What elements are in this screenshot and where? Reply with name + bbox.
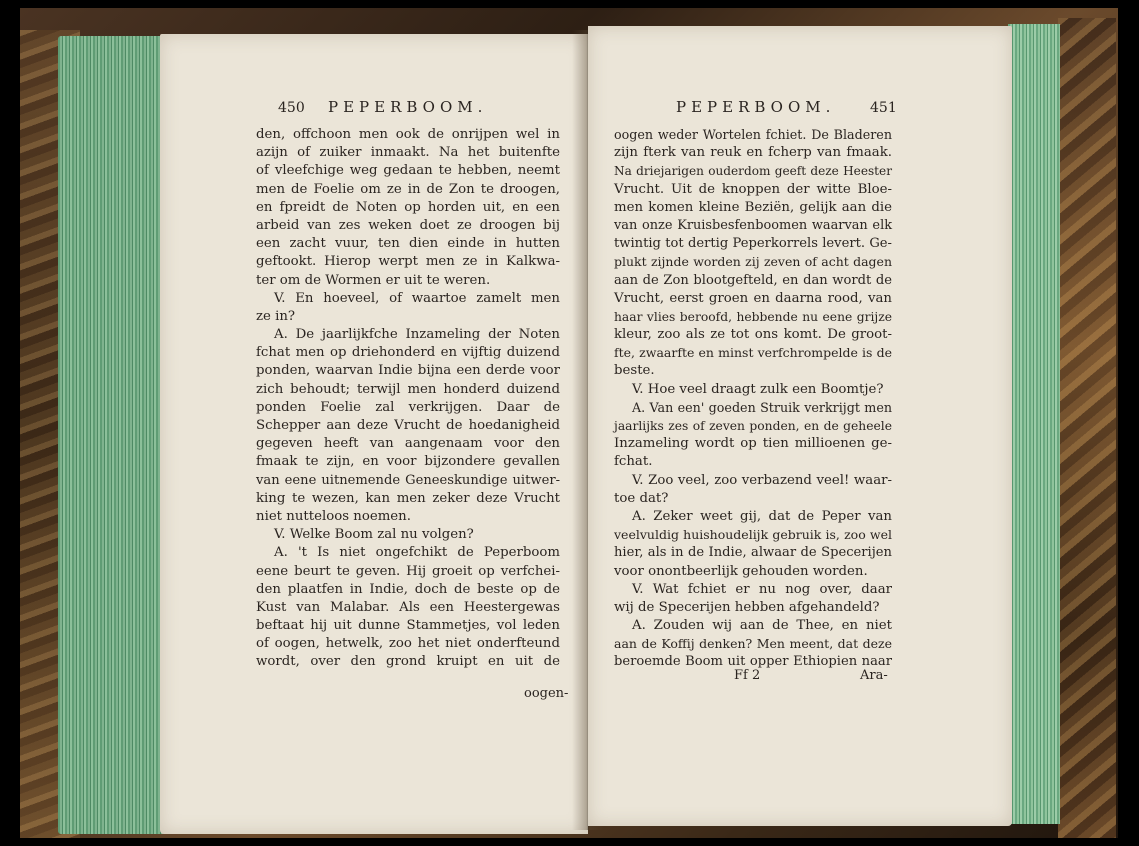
text-line: V. En hoeveel, of waartoe zamelt men — [274, 290, 560, 306]
left-catchword: oogen- — [524, 686, 569, 701]
text-line: ponden Foelie zal verkrijgen. Daar de — [256, 399, 560, 415]
text-line: V. Zoo veel, zoo verbazend veel! waar- — [632, 472, 892, 488]
text-line: fchat. — [614, 454, 653, 470]
text-line: ponden, waarvan Indie bijna een derde voor — [256, 363, 560, 379]
left-page-edges — [58, 36, 170, 834]
text-line: jaarlijks zes of zeven ponden, en de geheele — [614, 419, 892, 433]
left-running-head: PEPERBOOM. — [328, 98, 488, 116]
text-line: Na driejarigen ouderdom geeft deze Heester — [614, 164, 892, 179]
text-line: V. Welke Boom zal nu volgen? — [274, 527, 474, 543]
text-line: gegeven heeft van aangenaam voor den — [256, 436, 560, 452]
text-line: men komen kleine Beziën, gelijk aan die — [614, 199, 892, 215]
text-line: V. Hoe veel draagt zulk een Boomtje? — [632, 381, 884, 397]
text-line: fte, zwaarfte en minst verfchrompelde is de — [614, 345, 892, 361]
right-catchword: Ara- — [860, 668, 888, 683]
text-line: wij de Specerijen hebben afgehandeld? — [614, 599, 880, 615]
text-line: of oogen, hetwelk, zoo het niet onderfteund — [256, 636, 560, 652]
text-line: Vrucht, eerst groen en daarna rood, van — [614, 290, 892, 306]
text-line: A. 't Is niet ongefchikt de Peperboom — [274, 545, 560, 561]
right-page-edges — [1008, 24, 1060, 824]
right-signature-mark: Ff 2 — [734, 668, 761, 683]
text-line: plukt zijnde worden zij zeven of acht dagen — [614, 254, 892, 270]
text-line: toe dat? — [614, 490, 669, 506]
text-line: A. Van een' goeden Struik verkrijgt men — [632, 399, 892, 415]
right-cover-marbled — [1058, 18, 1116, 838]
text-line: niet nutteloos noemen. — [256, 508, 411, 524]
text-line: beftaat hij uit dunne Stammetjes, vol leden — [256, 618, 560, 634]
text-line: Kust van Malabar. Als een Heestergewas — [256, 599, 560, 615]
right-running-head: PEPERBOOM. — [676, 98, 836, 116]
text-line: van eene uitnemende Geneeskundige uitwer- — [256, 472, 560, 488]
left-page — [160, 34, 588, 834]
text-line: A. De jaarlijkfche Inzameling der Noten — [274, 327, 560, 343]
right-page — [588, 26, 1012, 826]
text-line: zijn fterk van reuk en fcherp van fmaak. — [614, 145, 892, 161]
text-line: den, offchoon men ook de onrijpen wel in — [256, 127, 560, 142]
left-page-number: 450 — [278, 100, 305, 116]
text-line: twintig tot dertig Peperkorrels levert. Ge- — [614, 236, 892, 252]
text-line: V. Wat fchiet er nu nog over, daar — [632, 581, 892, 597]
text-line: Schepper aan deze Vrucht de hoedanigheid — [256, 418, 560, 433]
text-line: kleur, zoo als ze tot ons komt. De groot- — [614, 327, 892, 343]
text-line: azijn of zuiker inmaakt. Na het buitenfte — [256, 145, 560, 161]
text-line: voor onontbeerlijk gehouden worden. — [614, 563, 868, 579]
text-line: en fpreidt de Noten op horden uit, en een — [256, 199, 560, 215]
right-body-text — [614, 126, 892, 672]
left-body-text — [256, 126, 560, 672]
text-line: ter om de Wormen er uit te weren. — [256, 272, 491, 288]
text-line: beste. — [614, 363, 655, 379]
text-line: Vrucht. Uit de knoppen der witte Bloe- — [614, 181, 892, 197]
text-line: of vleefchige weg gedaan te hebben, neemt — [256, 163, 560, 179]
text-line: A. Zouden wij aan de Thee, en niet — [632, 618, 892, 634]
text-line: aan de Zon blootgefteld, en dan wordt de — [614, 272, 892, 288]
text-line: van onze Kruisbesfenboomen waarvan elk — [614, 217, 892, 233]
right-page-number: 451 — [870, 100, 897, 116]
text-line: A. Zeker weet gij, dat de Peper van — [632, 508, 892, 524]
text-line: arbeid van zes weken doet ze droogen bij — [256, 217, 560, 233]
text-line: eene beurt te geven. Hij groeit op verfchei- — [256, 563, 560, 579]
text-line: zich behoudt; terwijl men honderd duizend — [256, 381, 560, 397]
text-line: oogen weder Wortelen fchiet. De Bladeren — [614, 127, 892, 142]
text-line: een zacht vuur, ten dien einde in hutten — [256, 236, 560, 252]
text-line: beroemde Boom uit opper Ethiopien naar — [614, 654, 892, 670]
text-line: fchat men op driehonderd en vijftig duizend — [256, 345, 560, 361]
text-line: ze in? — [256, 308, 296, 324]
text-line: den plaatfen in Indie, doch de beste op de — [256, 581, 560, 597]
text-line: wordt, over den grond kruipt en uit de — [256, 654, 560, 670]
text-line: men de Foelie om ze in de Zon te droogen, — [256, 181, 560, 197]
text-line: hier, als in de Indie, alwaar de Specerijen — [614, 545, 892, 561]
text-line: veelvuldig huishoudelijk gebruik is, zoo wel — [614, 527, 892, 543]
text-line: haar vlies beroofd, hebbende nu eene grijze — [614, 309, 892, 324]
text-line: Inzameling wordt op tien millioenen ge- — [614, 436, 892, 452]
text-line: fmaak te zijn, en voor bijzondere gevallen — [256, 454, 560, 470]
text-line: king te wezen, kan men zeker deze Vrucht — [256, 490, 560, 506]
text-line: aan de Koffij denken? Men meent, dat deze — [614, 636, 892, 652]
text-line: geftookt. Hierop werpt men ze in Kalkwa- — [256, 254, 560, 270]
